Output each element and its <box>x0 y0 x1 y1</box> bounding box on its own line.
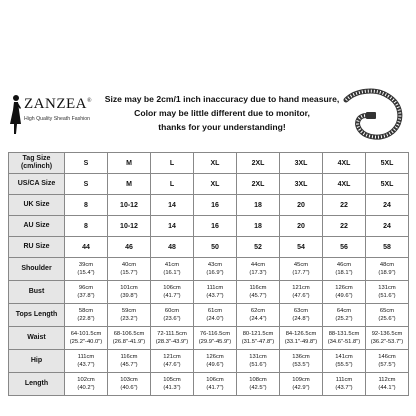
cm-value: 45cm <box>293 262 309 268</box>
cm-value: 102cm <box>77 377 95 383</box>
cm-value: 105cm <box>163 377 181 383</box>
measurement-cell <box>366 258 409 281</box>
measurement-cell <box>194 304 237 327</box>
cm-value: 68-106.5cm <box>113 331 145 337</box>
inch-value: (37.8") <box>77 293 95 299</box>
measurement-cell <box>65 258 108 281</box>
cm-value: 131cm <box>378 285 396 291</box>
inch-value: (23.2") <box>120 316 138 322</box>
size-cell: 18 <box>237 216 280 237</box>
size-cell: XL <box>194 174 237 195</box>
measurement-cell <box>237 373 280 396</box>
measurement-cell <box>108 350 151 373</box>
inch-value: (55.5") <box>335 362 353 368</box>
inch-value: (45.7") <box>249 293 267 299</box>
measurement-cell <box>151 373 194 396</box>
size-cell: S <box>65 174 108 195</box>
size-cell: 5XL <box>366 174 409 195</box>
cm-value: 64-101.5cm <box>70 331 102 337</box>
inch-value: (16.1") <box>163 270 181 276</box>
notice-line-1: Size may be 2cm/1 inch inaccuracy due to hand measure, <box>104 94 340 104</box>
inch-value: (25.6") <box>378 316 396 322</box>
size-cell: 58 <box>366 237 409 258</box>
inch-value: (28.3"-43.9") <box>155 339 189 345</box>
cm-value: 121cm <box>292 285 310 291</box>
cm-value: 92-136.5cm <box>371 331 403 337</box>
inch-value: (53.5") <box>292 362 310 368</box>
cm-value: 141cm <box>335 354 353 360</box>
size-cell: 3XL <box>280 153 323 174</box>
measurement-cell <box>366 350 409 373</box>
measurement-cell <box>237 304 280 327</box>
cm-value: 108cm <box>249 377 267 383</box>
measurement-cell <box>366 373 409 396</box>
measurement-row <box>9 304 409 327</box>
size-cell: 44 <box>65 237 108 258</box>
row-label: US/CA Size <box>9 174 65 195</box>
cm-value: 116cm <box>249 285 267 291</box>
inch-value: (40.6") <box>120 385 138 391</box>
measurement-cell <box>65 281 108 304</box>
inch-value: (51.6") <box>378 293 396 299</box>
brand-logo <box>8 90 114 140</box>
measurement-cell <box>237 258 280 281</box>
size-cell: 8 <box>65 195 108 216</box>
inch-value: (15.4") <box>77 270 95 276</box>
measurement-row <box>9 327 409 350</box>
measurement-cell <box>323 350 366 373</box>
cm-value: 103cm <box>120 377 138 383</box>
inch-value: (24.0") <box>206 316 224 322</box>
row-label: UK Size <box>9 195 65 216</box>
size-chart-body <box>9 153 409 396</box>
cm-value: 96cm <box>78 285 94 291</box>
size-cell: M <box>108 174 151 195</box>
inch-value: (44.1") <box>378 385 396 391</box>
measurement-notice <box>100 92 344 134</box>
inch-value: (39.8") <box>120 293 138 299</box>
size-cell: 2XL <box>237 153 280 174</box>
inch-value: (47.6") <box>292 293 310 299</box>
row-label: Hip <box>9 350 65 373</box>
measurement-cell <box>280 350 323 373</box>
inch-value: (22.8") <box>77 316 95 322</box>
measurement-cell <box>237 281 280 304</box>
cm-value: 44cm <box>250 262 266 268</box>
inch-value: (41.7") <box>206 385 224 391</box>
size-row <box>9 237 409 258</box>
measurement-row <box>9 373 409 396</box>
cm-value: 76-116.5cm <box>199 331 231 337</box>
row-label: Tops Length <box>9 304 65 327</box>
size-cell: 14 <box>151 195 194 216</box>
inch-value: (17.3") <box>249 270 267 276</box>
row-label: RU Size <box>9 237 65 258</box>
size-cell: 22 <box>323 216 366 237</box>
cm-value: 39cm <box>78 262 94 268</box>
inch-value: (43.7") <box>206 293 224 299</box>
chart-header <box>8 86 408 152</box>
row-label: Tag Size (cm/inch) <box>9 153 65 174</box>
inch-value: (49.6") <box>206 362 224 368</box>
size-cell: 10-12 <box>108 216 151 237</box>
row-label: Shoulder <box>9 258 65 281</box>
cm-value: 63cm <box>293 308 309 314</box>
inch-value: (41.7") <box>163 293 181 299</box>
row-label: Waist <box>9 327 65 350</box>
size-cell: 8 <box>65 216 108 237</box>
size-cell: 18 <box>237 195 280 216</box>
size-cell: L <box>151 174 194 195</box>
cm-value: 112cm <box>378 377 396 383</box>
measurement-cell <box>108 304 151 327</box>
inch-value: (43.7") <box>335 385 353 391</box>
measurement-cell <box>366 281 409 304</box>
measurement-cell <box>151 350 194 373</box>
measurement-cell <box>280 373 323 396</box>
inch-value: (34.6"-51.8") <box>327 339 361 345</box>
measurement-cell <box>151 258 194 281</box>
cm-value: 84-126.5cm <box>285 331 317 337</box>
size-cell: 56 <box>323 237 366 258</box>
measurement-cell <box>65 373 108 396</box>
size-row <box>9 195 409 216</box>
measurement-cell <box>323 281 366 304</box>
size-cell: 54 <box>280 237 323 258</box>
measurement-cell <box>194 281 237 304</box>
measurement-cell <box>237 350 280 373</box>
cm-value: 109cm <box>292 377 310 383</box>
inch-value: (29.9"-45.9") <box>198 339 232 345</box>
size-row <box>9 153 409 174</box>
inch-value: (16.9") <box>206 270 224 276</box>
measuring-tape-icon <box>342 86 408 146</box>
size-cell: 48 <box>151 237 194 258</box>
cm-value: 126cm <box>335 285 353 291</box>
measurement-cell <box>323 304 366 327</box>
measurement-cell <box>280 258 323 281</box>
inch-value: (26.8"-41.9") <box>112 339 146 345</box>
inch-value: (43.7") <box>77 362 95 368</box>
measurement-cell <box>280 281 323 304</box>
measurement-row <box>9 281 409 304</box>
cm-value: 80-121.5cm <box>242 331 274 337</box>
cm-value: 106cm <box>206 377 224 383</box>
measurement-cell <box>151 327 194 350</box>
size-cell: 3XL <box>280 174 323 195</box>
cm-value: 88-131.5cm <box>328 331 360 337</box>
cm-value: 116cm <box>120 354 138 360</box>
cm-value: 126cm <box>206 354 224 360</box>
inch-value: (15.7") <box>120 270 138 276</box>
measurement-cell <box>108 258 151 281</box>
cm-value: 64cm <box>336 308 352 314</box>
cm-value: 58cm <box>78 308 94 314</box>
size-cell: 4XL <box>323 153 366 174</box>
inch-value: (51.6") <box>249 362 267 368</box>
cm-value: 121cm <box>163 354 181 360</box>
measurement-cell <box>108 327 151 350</box>
measurement-cell <box>194 350 237 373</box>
size-cell: 2XL <box>237 174 280 195</box>
size-cell: 24 <box>366 216 409 237</box>
cm-value: 131cm <box>249 354 267 360</box>
size-cell: L <box>151 153 194 174</box>
inch-value: (47.6") <box>163 362 181 368</box>
measurement-row <box>9 350 409 373</box>
size-cell: XL <box>194 153 237 174</box>
size-cell: 46 <box>108 237 151 258</box>
brand-tagline: High Quality Sheath Fashion <box>24 116 91 122</box>
brand-name: ZANZEA® <box>24 96 93 112</box>
cm-value: 101cm <box>120 285 138 291</box>
measurement-cell <box>194 258 237 281</box>
inch-value: (25.2") <box>335 316 353 322</box>
cm-value: 111cm <box>335 377 353 383</box>
cm-value: 48cm <box>379 262 395 268</box>
row-label: Bust <box>9 281 65 304</box>
size-cell: 20 <box>280 216 323 237</box>
measurement-cell <box>194 373 237 396</box>
notice-line-2: Color may be little different due to monitor, <box>134 108 310 118</box>
cm-value: 62cm <box>250 308 266 314</box>
measurement-cell <box>280 304 323 327</box>
measurement-cell <box>237 327 280 350</box>
size-cell: 24 <box>366 195 409 216</box>
size-cell: 4XL <box>323 174 366 195</box>
inch-value: (45.7") <box>120 362 138 368</box>
size-cell: 16 <box>194 195 237 216</box>
inch-value: (49.6") <box>335 293 353 299</box>
size-chart-table <box>8 152 409 396</box>
cm-value: 41cm <box>164 262 180 268</box>
size-cell: 50 <box>194 237 237 258</box>
inch-value: (42.5") <box>249 385 267 391</box>
size-cell: M <box>108 153 151 174</box>
notice-line-3: thanks for your understanding! <box>158 122 286 132</box>
inch-value: (24.8") <box>292 316 310 322</box>
cm-value: 59cm <box>121 308 137 314</box>
row-label: AU Size <box>9 216 65 237</box>
measurement-cell <box>366 327 409 350</box>
cm-value: 106cm <box>163 285 181 291</box>
measurement-cell <box>108 373 151 396</box>
inch-value: (18.1") <box>335 270 353 276</box>
size-cell: 20 <box>280 195 323 216</box>
cm-value: 43cm <box>207 262 223 268</box>
inch-value: (42.9") <box>292 385 310 391</box>
size-cell: 22 <box>323 195 366 216</box>
inch-value: (40.2") <box>77 385 95 391</box>
measurement-cell <box>280 327 323 350</box>
woman-silhouette-icon <box>8 94 22 134</box>
row-label: Length <box>9 373 65 396</box>
inch-value: (25.2"-40.0") <box>69 339 103 345</box>
inch-value: (57.5") <box>378 362 396 368</box>
cm-value: 111cm <box>206 285 224 291</box>
cm-value: 46cm <box>336 262 352 268</box>
size-cell: 5XL <box>366 153 409 174</box>
measurement-cell <box>65 350 108 373</box>
size-row <box>9 216 409 237</box>
size-cell: S <box>65 153 108 174</box>
inch-value: (36.2"-53.7") <box>370 339 404 345</box>
cm-value: 136cm <box>292 354 310 360</box>
measurement-cell <box>323 327 366 350</box>
measurement-cell <box>65 304 108 327</box>
measurement-cell <box>151 304 194 327</box>
size-cell: 10-12 <box>108 195 151 216</box>
inch-value: (17.7") <box>292 270 310 276</box>
cm-value: 72-111.5cm <box>157 331 187 337</box>
inch-value: (18.9") <box>378 270 396 276</box>
size-cell: 52 <box>237 237 280 258</box>
cm-value: 65cm <box>379 308 395 314</box>
measurement-cell <box>108 281 151 304</box>
inch-value: (24.4") <box>249 316 267 322</box>
measurement-cell <box>323 258 366 281</box>
cm-value: 40cm <box>121 262 137 268</box>
measurement-cell <box>151 281 194 304</box>
inch-value: (31.5"-47.8") <box>241 339 275 345</box>
measurement-cell <box>194 327 237 350</box>
inch-value: (41.3") <box>163 385 181 391</box>
inch-value: (23.6") <box>163 316 181 322</box>
inch-value: (33.1"-49.8") <box>284 339 318 345</box>
measurement-cell <box>323 373 366 396</box>
size-row <box>9 174 409 195</box>
cm-value: 146cm <box>378 354 396 360</box>
measurement-cell <box>65 327 108 350</box>
size-cell: 14 <box>151 216 194 237</box>
cm-value: 61cm <box>207 308 223 314</box>
measurement-cell <box>366 304 409 327</box>
size-cell: 16 <box>194 216 237 237</box>
cm-value: 60cm <box>164 308 180 314</box>
cm-value: 111cm <box>77 354 95 360</box>
measurement-row <box>9 258 409 281</box>
